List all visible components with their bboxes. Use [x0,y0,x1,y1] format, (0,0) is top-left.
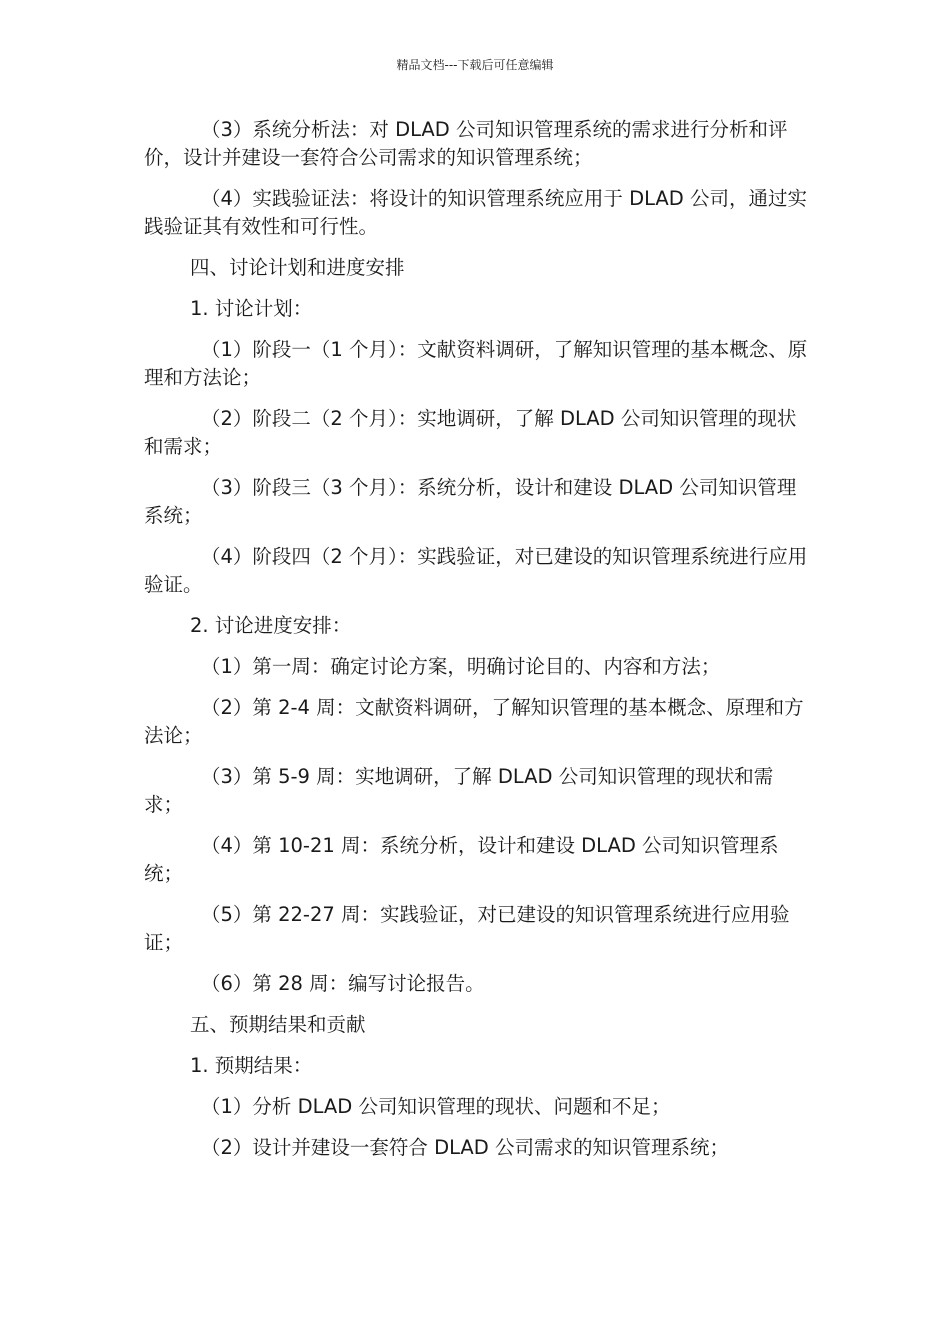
paragraph: （4）实践验证法：将设计的知识管理系统应用于 DLAD 公司，通过实践验证其有效性和可行性。 [144,187,807,238]
paragraph: （2）第 2-4 周：文献资料调研，了解知识管理的基本概念、原理和方法论； [144,696,804,747]
subsection-heading: 2. 讨论进度安排： [190,614,352,637]
paragraph: （3）阶段三（3 个月）：系统分析，设计和建设 DLAD 公司知识管理系统； [144,476,797,527]
subsection-heading: 1. 预期结果： [190,1054,313,1077]
paragraph: （4）第 10-21 周：系统分析，设计和建设 DLAD 公司知识管理系统； [144,834,779,885]
paragraph: （1）分析 DLAD 公司知识管理的现状、问题和不足； [201,1095,671,1118]
paragraph: （5）第 22-27 周：实践验证，对已建设的知识管理系统进行应用验证； [144,903,790,954]
paragraph: （1）阶段一（1 个月）：文献资料调研，了解知识管理的基本概念、原理和方法论； [144,338,808,389]
section-heading: 五、预期结果和贡献 [190,1013,366,1036]
document-body [144,116,812,1175]
section-heading: 四、讨论计划和进度安排 [190,256,405,279]
page-header: 精品文档---下载后可任意编辑 [396,58,554,72]
paragraph: （3）系统分析法：对 DLAD 公司知识管理系统的需求进行分析和评价，设计并建设一套符合公司需求的知识管理系统； [144,118,788,169]
paragraph: （3）第 5-9 周：实地调研，了解 DLAD 公司知识管理的现状和需求； [144,765,774,816]
paragraph: （1）第一周：确定讨论方案，明确讨论目的、内容和方法； [201,655,721,678]
paragraph: （4）阶段四（2 个月）：实践验证，对已建设的知识管理系统进行应用验证。 [144,545,808,596]
paragraph: （6）第 28 周：编写讨论报告。 [201,972,485,995]
subsection-heading: 1. 讨论计划： [190,297,313,320]
paragraph: （2）阶段二（2 个月）：实地调研，了解 DLAD 公司知识管理的现状和需求； [144,407,797,458]
paragraph: （2）设计并建设一套符合 DLAD 公司需求的知识管理系统； [201,1136,729,1159]
